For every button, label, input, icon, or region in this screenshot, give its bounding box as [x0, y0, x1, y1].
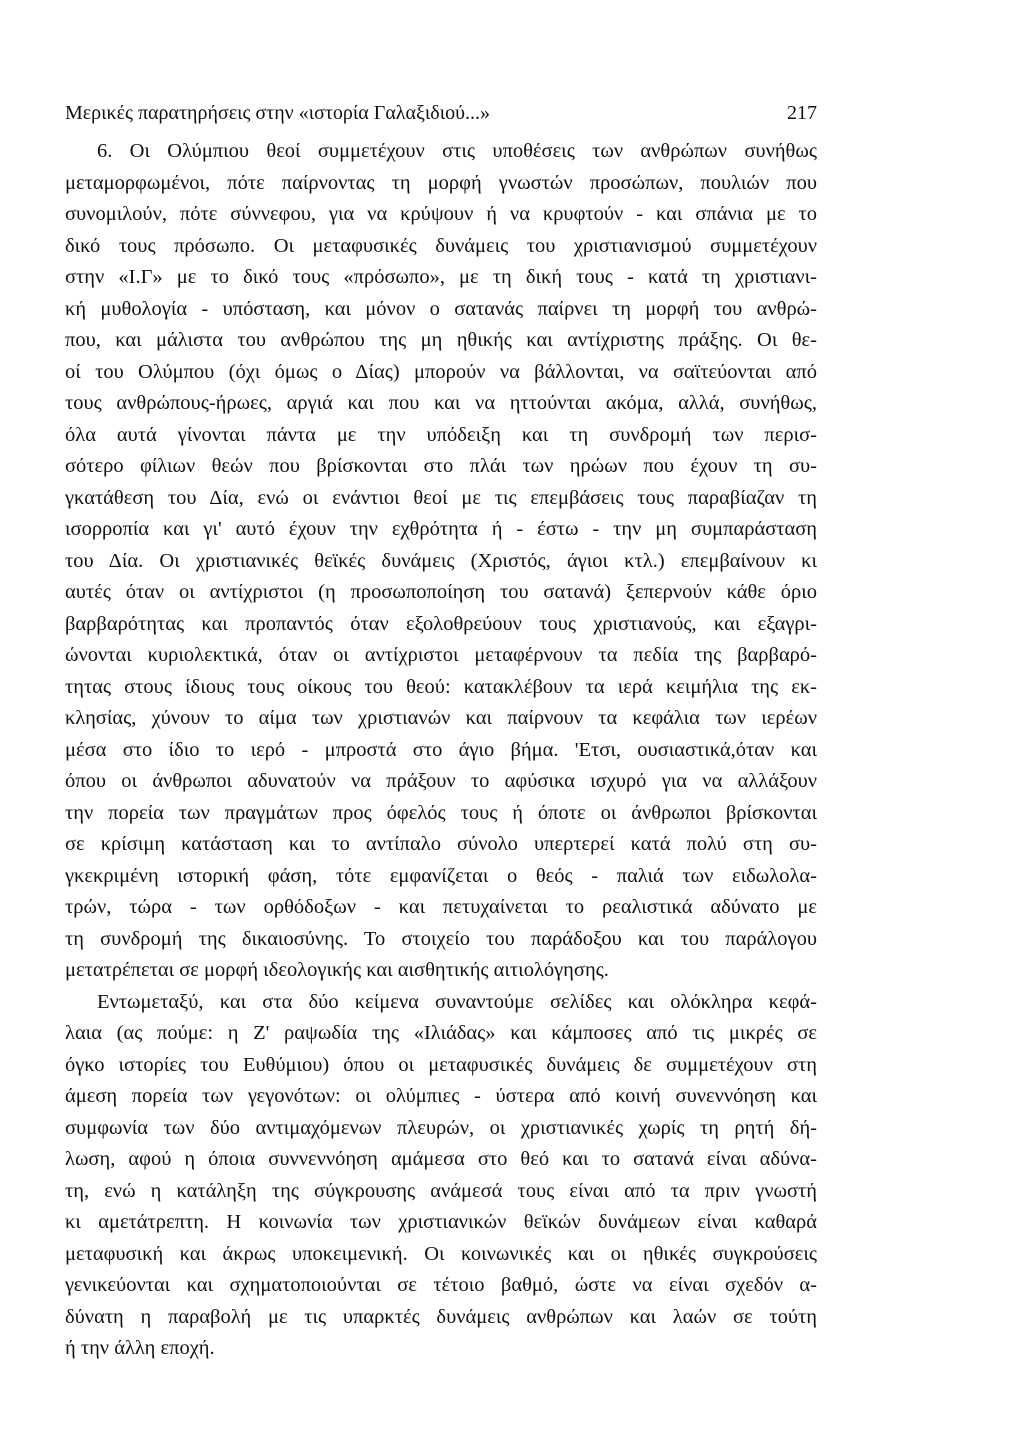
- text-line: τη, ενώ η κατάληξη της σύγκρουσης ανάμεσά τους είναι από τα πριν γνωστή: [65, 1179, 817, 1202]
- text-line: τητας στους ίδιους τους οίκους του θεού: κατακλέβουν τα ιερά κειμήλια της εκ-: [65, 675, 817, 698]
- page-header: [65, 98, 817, 128]
- text-line: τους ανθρώπους-ήρωες, αργιά και που και να ηττούνται ακόμα, αλλά, συνήθως,: [65, 392, 817, 414]
- text-line: σε κρίσιμη κατάσταση και το αντίπαλο σύνολο υπερτερεί κατά πολύ στη συ-: [65, 833, 817, 855]
- text-line: 6. Οι Ολύμπιου θεοί συμμετέχουν στις υποθέσεις των ανθρώπων συνήθως: [97, 140, 817, 162]
- text-line: συνομιλούν, πότε σύννεφου, για να κρύψουν ή να κρυφτούν - και σπάνια με το: [65, 203, 817, 225]
- text-line: μετατρέπεται σε μορφή ιδεολογικής και αισθητικής αιτιολόγησης.: [65, 959, 609, 981]
- text-line: σότερο φίλιων θεών που βρίσκονται στο πλάι των ηρώων που έχουν τη συ-: [65, 455, 817, 477]
- page-number: 217: [787, 102, 817, 124]
- text-line: μεταμορφωμένοι, πότε παίρνοντας τη μορφή γνωστών προσώπων, πουλιών που: [65, 171, 817, 194]
- text-line: τη συνδρομή της δικαιοσύνης. Το στοιχείο του παράδοξου και του παράλογου: [65, 927, 817, 950]
- text-line: στην «Ι.Γ» με το δικό τους «πρόσωπο», με τη δική τους - κατά τη χριστιανι-: [65, 266, 817, 288]
- text-line: ισορροπία και γι' αυτό έχουν την εχθρότητα ή - έστω - την μη συμπαράσταση: [65, 518, 817, 540]
- text-line: κή μυθολογία - υπόσταση, και μόνον ο σατανάς παίρνει τη μορφή του ανθρώ-: [65, 297, 817, 320]
- text-line: γενικεύονται και σχηματοποιούνται σε τέτοιο βαθμό, ώστε να είναι σχεδόν α-: [65, 1274, 817, 1296]
- text-line: μέσα στο ίδιο το ιερό - μπροστά στο άγιο βήμα. 'Ετσι, ουσιαστικά,όταν και: [65, 738, 817, 761]
- text-line: κλησίας, χύνουν το αίμα των χριστιανών και παίρνουν τα κεφάλια των ιερέων: [65, 707, 817, 729]
- text-line: γκατάθεση του Δία, ενώ οι ενάντιοι θεοί με τις επεμβάσεις τους παραβίαζαν τη: [65, 486, 817, 509]
- text-line: οί του Ολύμπου (όχι όμως ο Δίας) μπορούν να βάλλονται, να σαϊτεύονται από: [65, 360, 817, 383]
- text-line: ώνονται κυριολεκτικά, όταν οι αντίχριστοι μεταφέρνουν τα πεδία της βαρβαρό-: [65, 644, 817, 666]
- text-line: Εντωμεταξύ, και στα δύο κείμενα συναντούμε σελίδες και ολόκληρα κεφά-: [97, 990, 817, 1013]
- text-line: δικό τους πρόσωπο. Οι μεταφυσικές δυνάμεις του χριστιανισμού συμμετέχουν: [65, 234, 817, 257]
- text-line: που, και μάλιστα του ανθρώπου της μη ηθικής και αντίχριστης πράξης. Οι θε-: [65, 329, 817, 351]
- text-line: βαρβαρότητας και προπαντός όταν εξολοθρεύουν τους χριστιανούς, και εξαγρι-: [65, 612, 817, 635]
- text-line: την πορεία των πραγμάτων προς όφελός τους ή όποτε οι άνθρωποι βρίσκονται: [65, 801, 817, 824]
- text-line: δύνατη η παραβολή με τις υπαρκτές δυνάμεις ανθρώπων και λαών σε τούτη: [65, 1305, 817, 1328]
- text-line: αυτές όταν οι αντίχριστοι (η προσωποποίηση του σατανά) ξεπερνούν κάθε όριο: [65, 581, 817, 603]
- running-title: Μερικές παρατηρήσεις στην «ιστορία Γαλαξιδιού...»: [65, 102, 490, 124]
- text-line: όπου οι άνθρωποι αδυνατούν να πράξουν το αφύσικα ισχυρό για να αλλάξουν: [65, 770, 817, 792]
- text-line: γκεκριμένη ιστορική φάση, τότε εμφανίζεται ο θεός - παλιά των ειδωλολα-: [65, 864, 817, 887]
- text-line: λαια (ας πούμε: η Ζ' ραψωδία της «Ιλιάδας» και κάμποσες από τις μικρές σε: [65, 1022, 817, 1044]
- body-text: [65, 136, 817, 1365]
- text-line: όγκο ιστορίες του Ευθύμιου) όπου οι μεταφυσικές δυνάμεις δε συμμετέχουν στη: [65, 1053, 817, 1076]
- text-line: άμεση πορεία των γεγονότων: οι ολύμπιες - ύστερα από κοινή συνεννόηση και: [65, 1085, 817, 1107]
- text-line: ή την άλλη εποχή.: [65, 1337, 215, 1359]
- text-line: λωση, αφού η όποια συννεννόηση αμάμεσα στο θεό και το σατανά είναι αδύνα-: [65, 1148, 817, 1170]
- text-line: τρών, τώρα - των ορθόδοξων - και πετυχαίνεται το ρεαλιστικά αδύνατο με: [65, 896, 817, 918]
- text-line: του Δία. Οι χριστιανικές θεϊκές δυνάμεις (Χριστός, άγιοι κτλ.) επεμβαίνουν κι: [65, 549, 817, 572]
- text-line: συμφωνία των δύο αντιμαχόμενων πλευρών, οι χριστιανικές χωρίς τη ρητή δή-: [65, 1116, 817, 1139]
- text-line: όλα αυτά γίνονται πάντα με την υπόδειξη και τη συνδρομή των περισ-: [65, 423, 817, 446]
- text-line: μεταφυσική και άκρως υποκειμενική. Οι κοινωνικές και οι ηθικές συγκρούσεις: [65, 1242, 817, 1265]
- text-line: κι αμετάτρεπτη. Η κοινωνία των χριστιανικών θεϊκών δυνάμεων είναι καθαρά: [65, 1211, 817, 1233]
